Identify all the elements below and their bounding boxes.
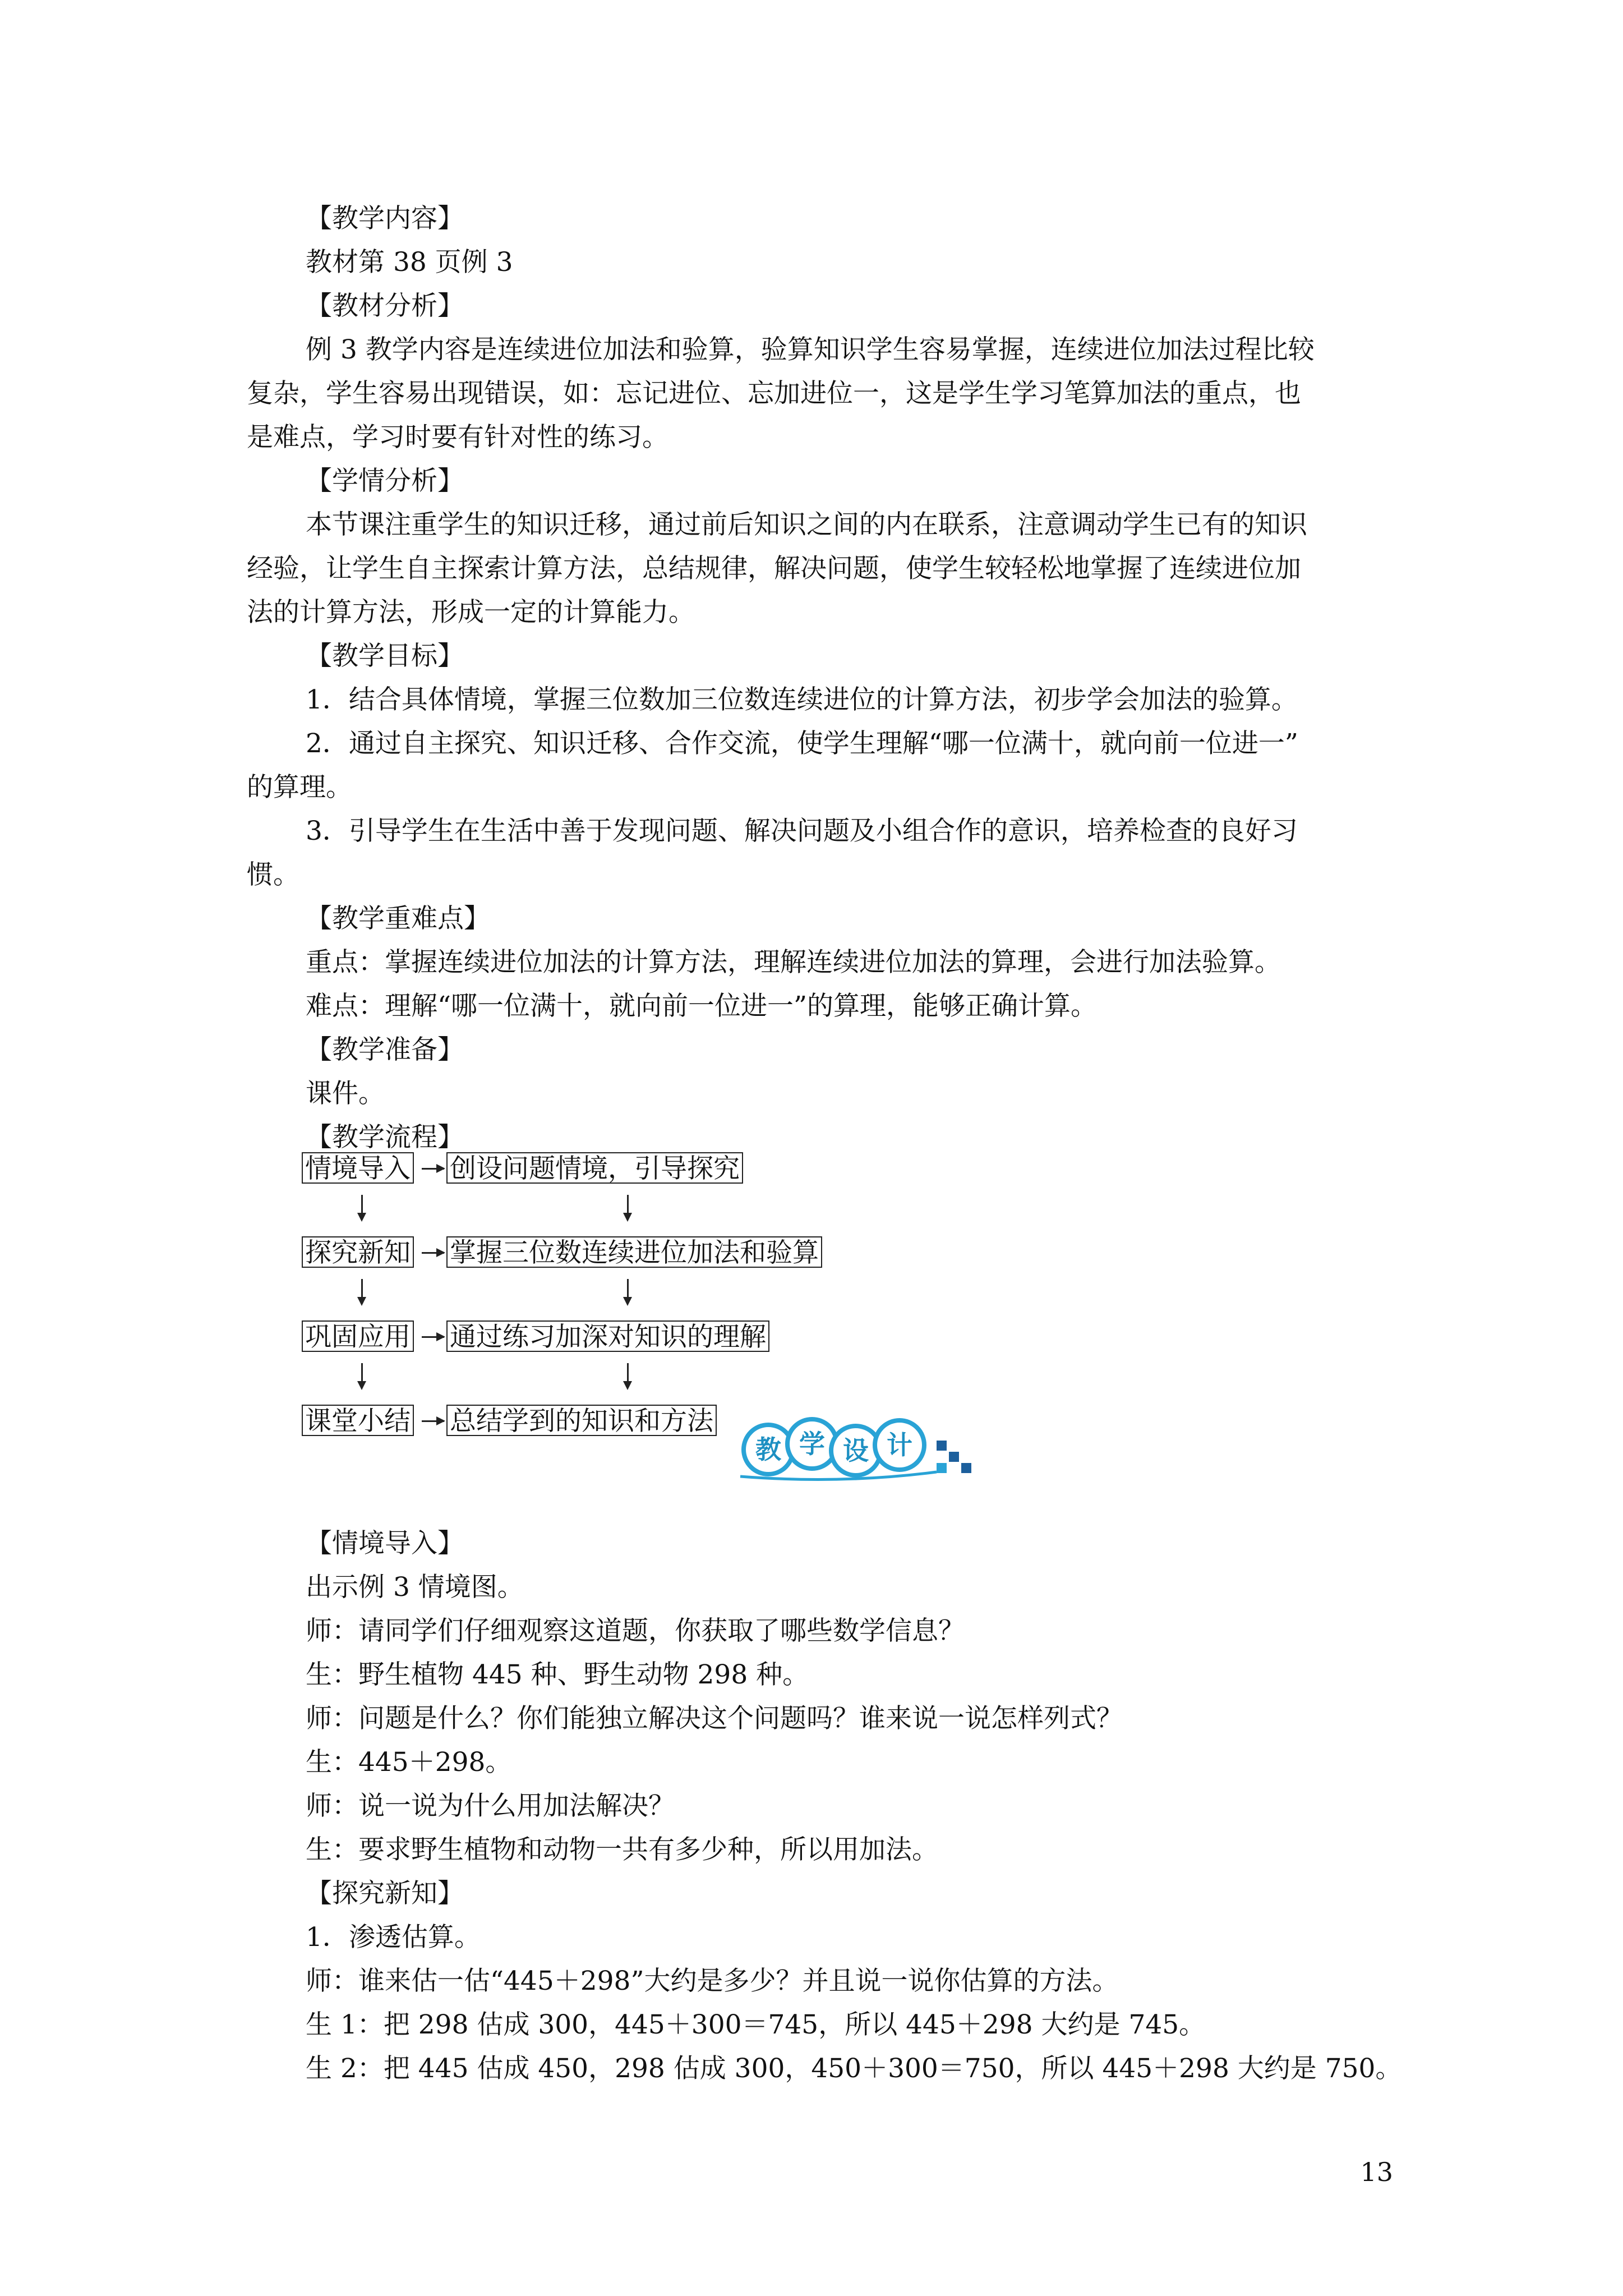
explore-line-1: 1．渗透估算。: [306, 1922, 481, 1953]
flow-stage-3: 巩固应用: [302, 1320, 414, 1352]
heading-goals: 【教学目标】: [306, 641, 464, 671]
page-number: 13: [1360, 2157, 1393, 2187]
students-line-1: 本节课注重学生的知识迁移，通过前后知识之间的内在联系，注意调动学生已有的知识: [306, 509, 1307, 540]
intro-line-6: 师：说一说为什么用加法解决？: [306, 1791, 675, 1821]
banner-square-2: [949, 1452, 959, 1462]
flow-arrow-down-desc-1: [627, 1195, 629, 1220]
heading-students: 【学情分析】: [306, 466, 464, 496]
banner-char-2: 学: [799, 1429, 825, 1459]
flow-desc-2: 掌握三位数连续进位加法和验算: [446, 1236, 822, 1268]
flow-arrow-down-desc-2: [627, 1279, 629, 1304]
explore-line-3: 生 1：把 298 估成 300，445＋300＝745，所以 445＋298 大约是 745。: [306, 2009, 1206, 2040]
goal-2: 2．通过自主探究、知识迁移、合作交流，使学生理解“哪一位满十，就向前一位进一”: [306, 728, 1298, 759]
flow-arrow-down-stage-3: [361, 1363, 363, 1388]
heading-key: 【教学重难点】: [306, 903, 490, 934]
content-text: 教材第 38 页例 3: [306, 247, 513, 278]
difficult-point: 难点：理解“哪一位满十，就向前一位进一”的算理，能够正确计算。: [306, 991, 1098, 1022]
flow-arrow-down-stage-2: [361, 1279, 363, 1304]
flow-desc-1: 创设问题情境，引导探究: [446, 1152, 743, 1184]
intro-line-3: 生：野生植物 445 种、野生动物 298 种。: [306, 1659, 809, 1690]
flow-stage-4: 课堂小结: [302, 1405, 414, 1436]
flow-arrow-right-4: [422, 1420, 444, 1422]
flow-stage-2: 探究新知: [302, 1236, 414, 1268]
key-point: 重点：掌握连续进位加法的计算方法，理解连续进位加法的算理，会进行加法验算。: [306, 947, 1281, 978]
material-line-2: 复杂，学生容易出现错误，如：忘记进位、忘加进位一，这是学生学习笔算加法的重点，也: [247, 378, 1301, 409]
flow-arrow-right-3: [422, 1336, 444, 1338]
heading-explore: 【探究新知】: [306, 1878, 464, 1909]
intro-line-1: 出示例 3 情境图。: [306, 1572, 524, 1603]
banner-char-1: 教: [755, 1434, 781, 1465]
flow-arrow-right-1: [422, 1168, 444, 1170]
explore-line-4: 生 2：把 445 估成 450，298 估成 300，450＋300＝750，所以 445＋298 大约是 750。: [306, 2053, 1402, 2084]
explore-line-2: 师：谁来估一估“445＋298”大约是多少？并且说一说你估算的方法。: [306, 1966, 1119, 1996]
banner-square-3: [937, 1463, 947, 1473]
heading-material: 【教材分析】: [306, 291, 464, 321]
intro-line-5: 生：445＋298。: [306, 1747, 512, 1778]
heading-intro: 【情境导入】: [306, 1528, 464, 1559]
goal-1: 1．结合具体情境，掌握三位数加三位数连续进位的计算方法，初步学会加法的验算。: [306, 684, 1298, 715]
material-line-3: 是难点，学习时要有针对性的练习。: [247, 422, 668, 453]
goal-3: 3．引导学生在生活中善于发现问题、解决问题及小组合作的意识，培养检查的良好习: [306, 816, 1298, 846]
banner-square-1: [937, 1441, 947, 1451]
flow-desc-3: 通过练习加深对知识的理解: [446, 1320, 769, 1352]
flow-stage-1: 情境导入: [302, 1152, 414, 1184]
banner-char-4: 计: [887, 1430, 912, 1460]
flow-arrow-right-2: [422, 1252, 444, 1254]
flow-desc-4: 总结学到的知识和方法: [446, 1405, 717, 1436]
goal-2-cont: 的算理。: [247, 772, 352, 803]
heading-prep: 【教学准备】: [306, 1034, 464, 1065]
teaching-design-banner: [729, 1414, 976, 1492]
banner-char-3: 设: [843, 1435, 869, 1466]
intro-line-2: 师：请同学们仔细观察这道题，你获取了哪些数学信息？: [306, 1616, 965, 1646]
flow-arrow-down-stage-1: [361, 1195, 363, 1220]
prep-text: 课件。: [306, 1078, 385, 1109]
students-line-2: 经验，让学生自主探索计算方法，总结规律，解决问题，使学生较轻松地掌握了连续进位加: [247, 553, 1301, 584]
students-line-3: 法的计算方法，形成一定的计算能力。: [247, 597, 695, 628]
heading-flow: 【教学流程】: [306, 1122, 464, 1153]
intro-line-7: 生：要求野生植物和动物一共有多少种，所以用加法。: [306, 1834, 938, 1865]
intro-line-4: 师：问题是什么？你们能独立解决这个问题吗？谁来说一说怎样列式？: [306, 1703, 1123, 1734]
heading-content: 【教学内容】: [306, 203, 464, 234]
material-line-1: 例 3 教学内容是连续进位加法和验算，验算知识学生容易掌握，连续进位加法过程比较: [306, 334, 1315, 365]
flow-arrow-down-desc-3: [627, 1363, 629, 1388]
goal-3-cont: 惯。: [247, 859, 299, 890]
banner-square-4: [961, 1463, 971, 1473]
